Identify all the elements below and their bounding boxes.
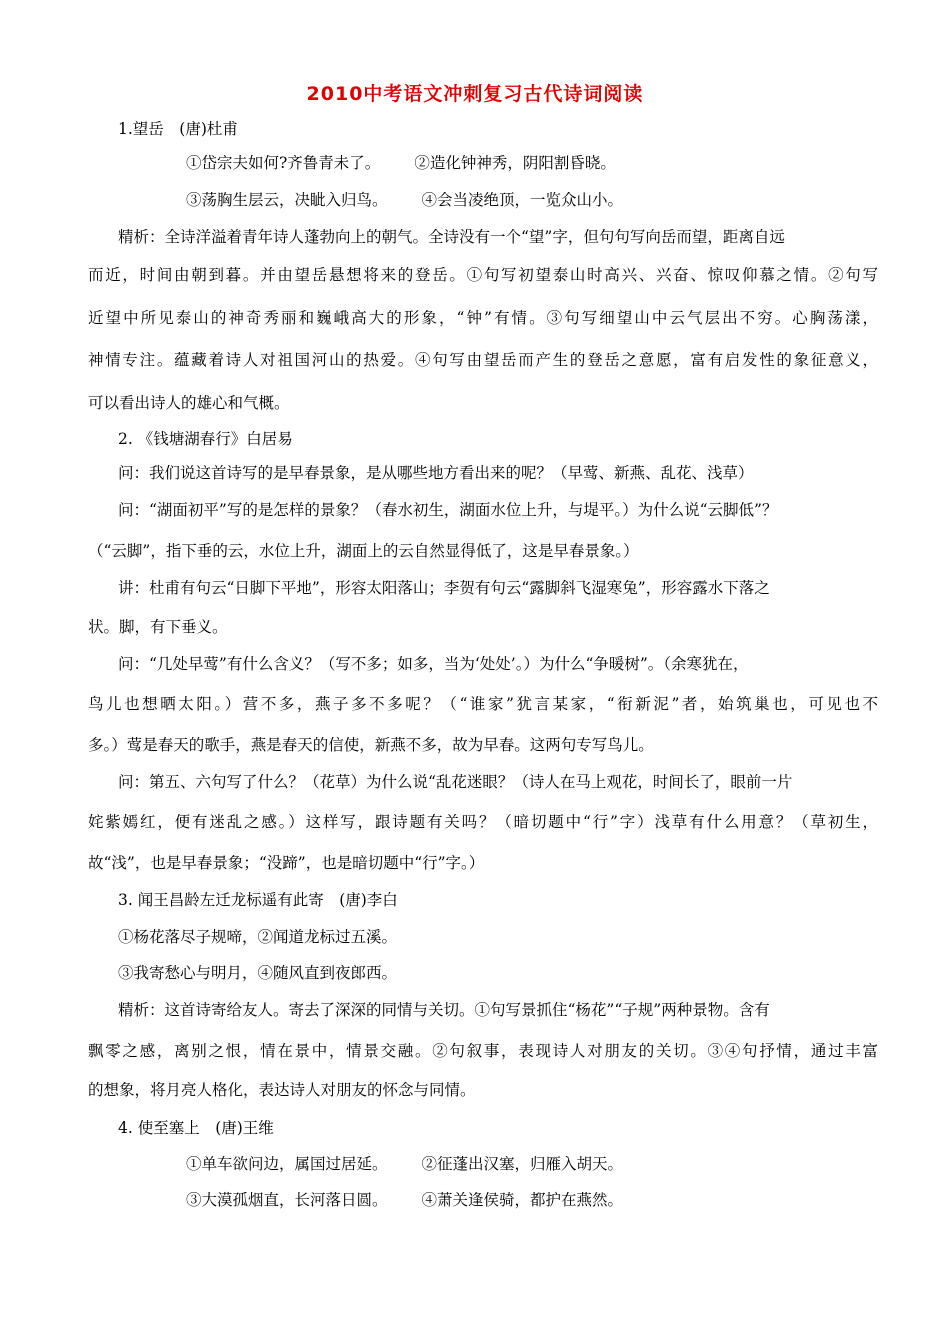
poem-heading-3: 3. 闻王昌龄左迁龙标遥有此寄 (唐)李白: [118, 891, 398, 909]
paragraph-line: 精析：这首诗寄给友人。寄去了深深的同情与关切。①句写景抓住“杨花”“子规”两种景物。含有: [118, 1001, 770, 1019]
document-title: 2010中考语文冲刺复习古代诗词阅读: [306, 83, 644, 105]
poem-line: ③大漠孤烟直，长河落日圆。 ④萧关逢侯骑，都护在燕然。: [186, 1191, 624, 1209]
poem-line: ①岱宗夫如何?齐鲁青未了。 ②造化钟神秀，阴阳割昏晓。: [186, 154, 616, 172]
paragraph-line: 问：我们说这首诗写的是早春景象，是从哪些地方看出来的呢？（早莺、新燕、乱花、浅草）: [118, 464, 754, 482]
paragraph-line: 问：第五、六句写了什么？（花草）为什么说“乱花迷眼？（诗人在马上观花，时间长了，眼前一片: [118, 773, 793, 791]
paragraph-line: 讲：杜甫有句云“日脚下平地”，形容太阳落山；李贺有句云“露脚斜飞湿寒兔”，形容露水下落之: [118, 579, 770, 597]
paragraph-line: 姹紫嫣红，便有迷乱之感。）这样写，跟诗题有关吗？（暗切题中“行”字）浅草有什么用意？（草初生，: [88, 813, 878, 831]
poem-line: ①单车欲问边，属国过居延。 ②征蓬出汉塞，归雁入胡天。: [186, 1155, 624, 1173]
poem-line: ①杨花落尽子规啼，②闻道龙标过五溪。: [118, 928, 398, 946]
paragraph-line: 的想象，将月亮人格化，表达诗人对朋友的怀念与同情。: [88, 1081, 476, 1099]
paragraph-line: 可以看出诗人的雄心和气概。: [88, 394, 290, 412]
poem-line: ③荡胸生层云，决眦入归鸟。 ④会当凌绝顶，一览众山小。: [186, 191, 624, 209]
paragraph-line: 近望中所见泰山的神奇秀丽和巍峨高大的形象，“钟”有情。③句写细望山中云气层出不穷。心胸荡漾，: [88, 309, 878, 327]
paragraph-line: 精析：全诗洋溢着青年诗人蓬勃向上的朝气。全诗没有一个“望”字，但句句写向岳而望，距离自远: [118, 228, 785, 246]
paragraph-line: 问：“几处早莺”有什么含义？（写不多；如多，当为‘处处’。）为什么“争暖树”。（余寒犹在，: [118, 655, 749, 673]
paragraph-line: 飘零之感，离别之恨，情在景中，情景交融。②句叙事，表现诗人对朋友的关切。③④句抒情，通过丰富: [88, 1042, 878, 1060]
paragraph-line: 神情专注。蕴藏着诗人对祖国河山的热爱。④句写由望岳而产生的登岳之意愿，富有启发性的象征意义，: [88, 351, 878, 369]
paragraph-line: 故“浅”，也是早春景象；“没蹄”，也是暗切题中“行”字。）: [88, 854, 485, 872]
paragraph-line: 状。脚，有下垂义。: [88, 618, 228, 636]
paragraph-line: 多。）莺是春天的歌手，燕是春天的信使，新燕不多，故为早春。这两句专写鸟儿。: [88, 736, 654, 754]
poem-line: ③我寄愁心与明月，④随风直到夜郎西。: [118, 964, 398, 982]
paragraph-line: （“云脚”，指下垂的云，水位上升，湖面上的云自然显得低了，这是早春景象。）: [88, 542, 639, 560]
paragraph-line: 鸟儿也想晒太阳。）营不多，燕子多不多呢？（“谁家”犹言某家，“衔新泥”者，始筑巢也，可见也不: [88, 695, 878, 713]
paragraph-line: 问：“湖面初平”写的是怎样的景象？（春水初生，湖面水位上升，与堤平。）为什么说“云脚低”？: [118, 501, 778, 519]
poem-heading-4: 4. 使至塞上 (唐)王维: [118, 1119, 274, 1137]
paragraph-line: 而近，时间由朝到暮。并由望岳悬想将来的登岳。①句写初望泰山时高兴、兴奋、惊叹仰慕之情。②句写: [88, 266, 878, 284]
poem-heading-1: 1.望岳 (唐)杜甫: [118, 120, 238, 138]
poem-heading-2: 2. 《钱塘湖春行》白居易: [118, 430, 293, 448]
